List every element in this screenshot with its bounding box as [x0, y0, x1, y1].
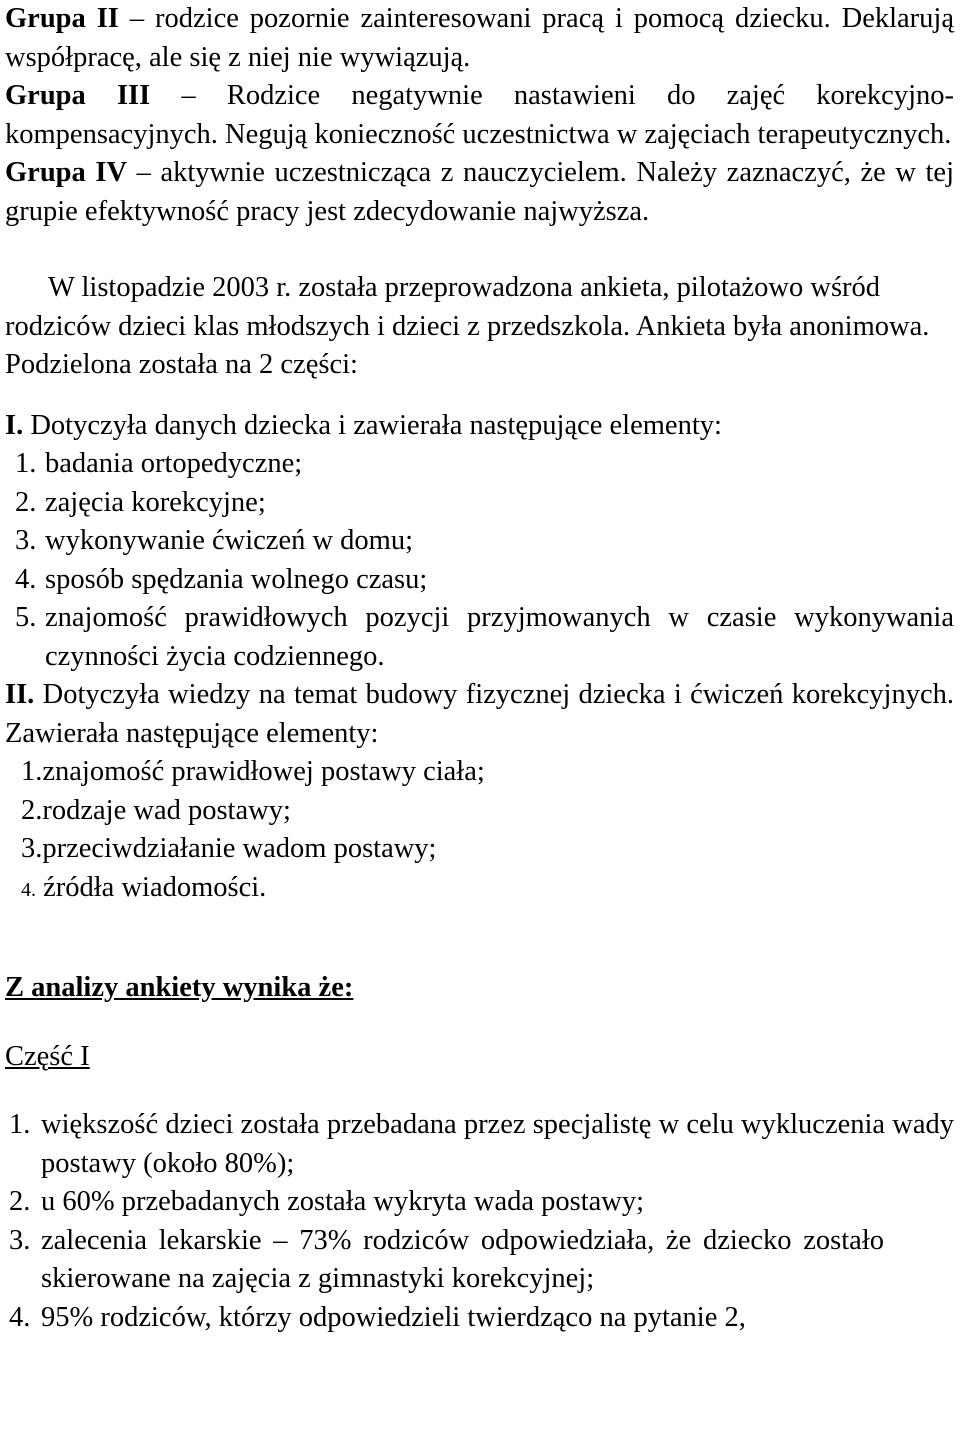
- list-number: 2.: [21, 794, 43, 826]
- spacer: [5, 909, 954, 969]
- list-number: 4.: [15, 563, 37, 595]
- analysis-heading: Z analizy ankiety wynika że:: [5, 972, 354, 1003]
- part-one-heading: Część I: [5, 1040, 90, 1072]
- part-2-text: Dotyczyła wiedzy na temat budowy fizycznej dziecka i ćwiczeń korekcyjnych. Zawierała następujące elementy:: [5, 679, 954, 749]
- list-number: 4.: [21, 878, 36, 901]
- list-number: 2.: [15, 486, 37, 518]
- list-number: 1.: [21, 756, 43, 787]
- list-number: 1.: [9, 1109, 31, 1140]
- spacer: [5, 385, 954, 407]
- list-item: [5, 445, 954, 484]
- part-1-intro: [5, 407, 954, 446]
- list-item: [5, 599, 954, 676]
- part-1-text: Dotyczyła danych dziecka i zawierała następujące elementy:: [23, 409, 722, 441]
- part-2-list: [5, 753, 954, 909]
- group-4-text: – aktywnie uczestnicząca z nauczycielem. Należy zaznaczyć, że w tej grupie efektywność pracy jest zdecydowanie najwyższa.: [5, 157, 954, 227]
- list-item: [5, 1106, 954, 1183]
- list-number: 3.: [9, 1224, 31, 1256]
- list-item: [5, 1183, 954, 1222]
- group-4-paragraph: [5, 154, 954, 231]
- list-text: znajomość prawidłowej postawy ciała;: [42, 756, 485, 787]
- survey-intro: W listopadzie 2003 r. została przeprowadzona ankieta, pilotażowo wśród rodziców dzieci klas młodszych i dzieci z przedszkola. Ankieta była anonimowa. Podzielona została na 2 części:: [5, 272, 930, 380]
- list-text: badania ortopedyczne;: [45, 448, 303, 479]
- list-item: [21, 830, 954, 869]
- list-text: zalecenia lekarskie – 73% rodziców odpowiedziała, że dziecko zostało skierowane na zajęcia z gimnastyki korekcyjnej;: [41, 1224, 884, 1294]
- results-list: [5, 1106, 954, 1337]
- list-item: [5, 1222, 954, 1299]
- group-3-text: – Rodzice negatywnie nastawieni do zajęć korekcyjno-kompensacyjnych. Negują konieczność uczestnictwa w zajęciach terapeutycznych.: [5, 80, 954, 150]
- group-2-paragraph: [5, 0, 954, 77]
- list-item: [5, 522, 954, 561]
- list-text: zajęcia korekcyjne;: [45, 486, 266, 518]
- spacer: [5, 231, 954, 269]
- list-item: [5, 1299, 954, 1338]
- list-item: [5, 561, 954, 600]
- part-1-list: [5, 445, 954, 676]
- list-number: 3.: [15, 525, 37, 556]
- group-2-label: Grupa II: [5, 3, 119, 34]
- list-text: większość dzieci została przebadana przez specjalistę w celu wykluczenia wady postawy (około 80%);: [41, 1109, 954, 1179]
- list-number: 4.: [9, 1301, 31, 1333]
- list-text: u 60% przebadanych została wykryta wada postawy;: [41, 1186, 645, 1217]
- list-text: rodzaje wad postawy;: [42, 794, 291, 826]
- spacer: [5, 1008, 954, 1038]
- list-text: przeciwdziałanie wadom postawy;: [42, 833, 437, 864]
- list-item: [5, 484, 954, 523]
- group-2-text: – rodzice pozornie zainteresowani pracą i pomocą dziecku. Deklarują współpracę, ale się z niej nie wywiązują.: [5, 3, 954, 73]
- list-text: wykonywanie ćwiczeń w domu;: [45, 525, 414, 556]
- list-number: 1.: [15, 448, 37, 479]
- part-1-label: I.: [5, 409, 24, 441]
- list-number: 2.: [9, 1186, 31, 1217]
- list-item: [21, 753, 954, 792]
- part-2-intro: [5, 676, 954, 753]
- part-2-label: II.: [5, 679, 35, 710]
- group-3-paragraph: [5, 77, 954, 154]
- list-number: 3.: [21, 833, 43, 864]
- list-text: źródła wiadomości.: [36, 871, 267, 903]
- spacer: [5, 1076, 954, 1106]
- list-item: [21, 869, 954, 910]
- list-number: 5.: [15, 602, 37, 633]
- list-item: [21, 792, 954, 831]
- list-text: 95% rodziców, którzy odpowiedzieli twierdząco na pytanie 2,: [41, 1301, 746, 1333]
- list-text: znajomość prawidłowych pozycji przyjmowanych w czasie wykonywania czynności życia codziennego.: [45, 602, 954, 672]
- group-3-label: Grupa III: [5, 80, 151, 111]
- list-text: sposób spędzania wolnego czasu;: [45, 563, 428, 595]
- group-4-label: Grupa IV: [5, 157, 128, 188]
